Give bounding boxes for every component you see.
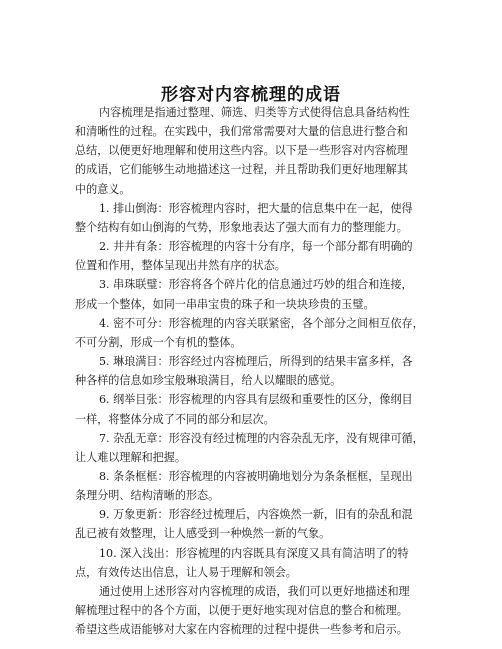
text-line: 1. 排山倒海：形容梳理内容时，把大量的信息集中在一起，使得 [99,201,413,215]
text-line: 不可分割，形成一个有机的整体。 [75,335,242,349]
list-item [75,237,445,275]
text-line: 整个结构有如山倒海的气势，形象地表达了强大而有力的整理能力。 [75,220,408,234]
text-line: 9. 万象更新：形容经过梳理后，内容焕然一新，旧有的杂乱和混 [99,508,413,522]
document-title: 形容对内容梳理的成语 [161,85,341,105]
document-body [75,103,445,639]
text-line: 和清晰性的过程。在实践中，我们常常需要对大量的信息进行整合和 [75,125,408,139]
text-line: 总结，以便更好地理解和使用这些内容。以下是一些形容对内容梳理 [75,144,408,158]
list-item [75,352,445,390]
text-line: 8. 条条框框：形容梳理的内容被明确地划分为条条框框，呈现出 [99,469,413,483]
list-item [75,199,445,237]
text-line: 6. 纲举目张：形容梳理的内容具有层级和重要性的区分，像纲目 [99,393,413,407]
list-item [75,505,445,543]
text-line: 让人难以理解和把握。 [75,450,186,464]
text-line: 的成语，它们能够生动地描述这一过程，并且帮助我们更好地理解其 [75,163,408,177]
text-line: 条理分明、结构清晰的形态。 [75,489,220,503]
text-line: 中的意义。 [75,182,131,196]
text-line: 10. 深入浅出：形容梳理的内容既具有深度又具有简洁明了的特 [99,546,409,560]
text-line: 3. 串珠联璧：形容将各个碎片化的信息通过巧妙的组合和连接， [99,278,413,292]
list-item [75,544,445,582]
text-line: 解梳理过程中的各个方面，以便于更好地实现对信息的整合和梳理。 [75,604,408,618]
text-line: 通过使用上述形容对内容梳理的成语，我们可以更好地描述和理 [99,584,410,598]
text-line: 4. 密不可分：形容梳理的内容关联紧密，各个部分之间相互依存， [99,316,424,330]
text-line: 5. 琳琅满目：形容经过内容梳理后，所得到的结果丰富多样，各 [99,355,413,369]
list-item [75,390,445,428]
list-item [75,314,445,352]
list-item [75,429,445,467]
text-line: 一样，将整体分成了不同的部分和层次。 [75,412,275,426]
text-line: 点，有效传达出信息，让人易于理解和领会。 [75,565,297,579]
text-line: 位置和作用，整体呈现出井然有序的状态。 [75,259,286,273]
paragraph-conclusion [75,582,445,639]
text-line: 乱已被有效整理，让人感受到一种焕然一新的气象。 [75,527,331,541]
text-line: 2. 井井有条：形容梳理的内容十分有序，每一个部分都有明确的 [99,240,413,254]
text-line: 内容梳理是指通过整理、筛选、归类等方式使得信息具备结构性 [99,106,410,119]
text-line: 形成一个整体，如同一串串宝贵的珠子和一块块珍贵的玉璧。 [75,297,375,311]
text-line: 7. 杂乱无章：形容没有经过梳理的内容杂乱无序，没有规律可循， [99,431,424,445]
text-line: 希望这些成语能够对大家在内容梳理的过程中提供一些参考和启示。 [75,623,408,637]
list-item [75,275,445,313]
list-item [75,467,445,505]
paragraph-intro [75,103,445,199]
text-line: 种各样的信息如珍宝般琳琅满目，给人以耀眼的感觉。 [75,374,342,388]
